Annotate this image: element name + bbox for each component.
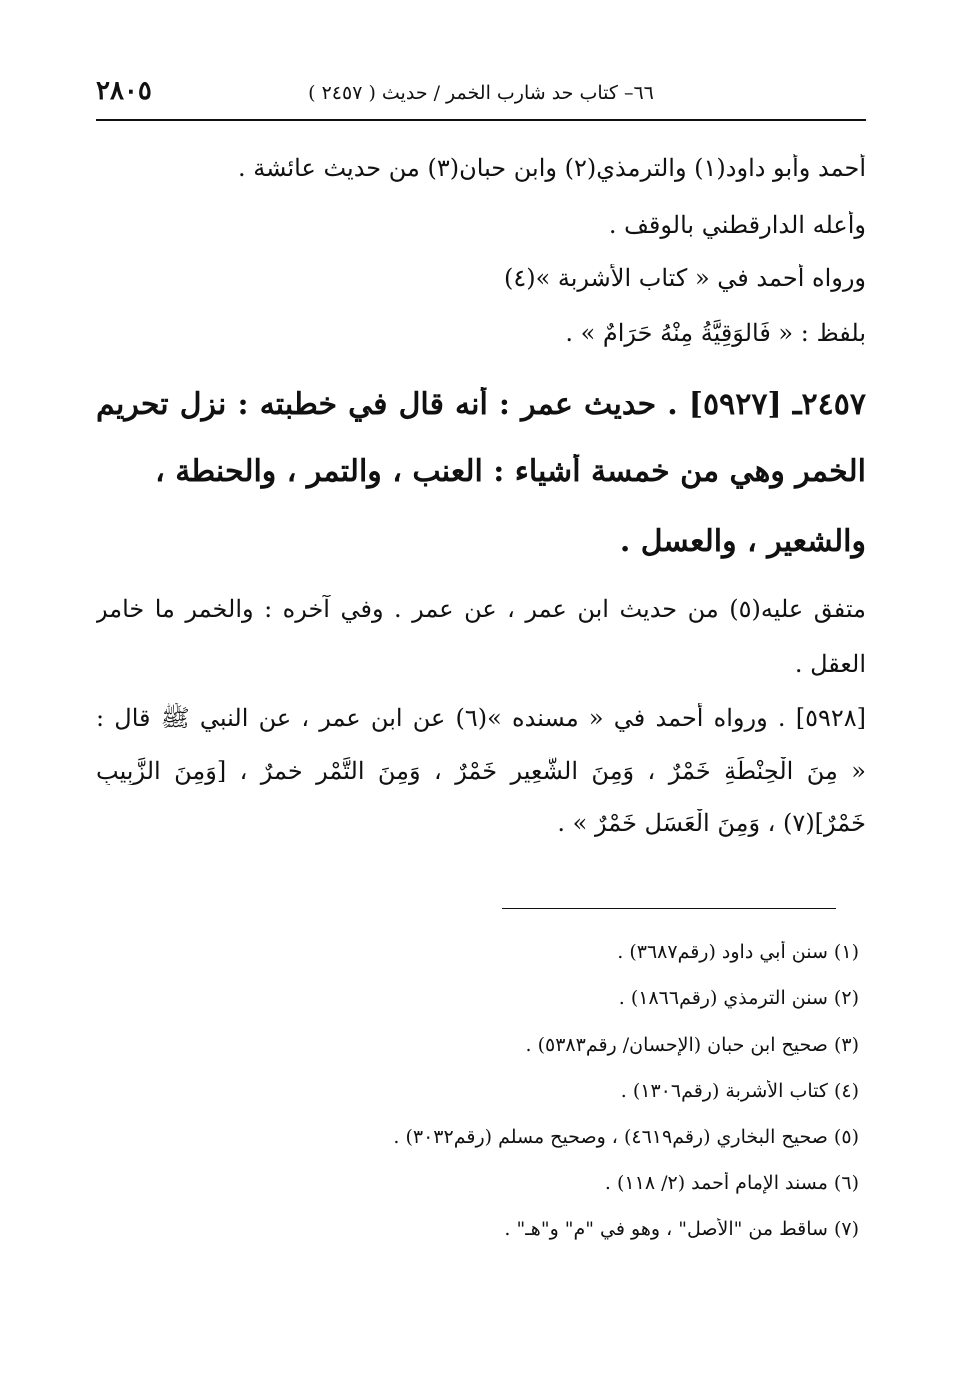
text-line-8: « مِنَ الْحِنْطَةِ خَمْرٌ ، وَمِنَ الشَّعِيرِ خَمْرٌ ، وَمِنَ التَّمْرِ خمرٌ ، [وَمِنَ الزَّبِيبِ — [96, 757, 866, 785]
footnote-5: (٥) صحيح البخاري (رقم٤٦١٩) ، وصحيح مسلم (رقم٣٠٣٢) . — [393, 1126, 859, 1148]
text-line-2: وأعله الدارقطني بالوقف . — [608, 211, 866, 239]
footnote-1: (١) سنن أبي داود (رقم٣٦٨٧) . — [617, 941, 859, 963]
running-title: ٦٦– كتاب حد شارب الخمر / حديث ( ٢٤٥٧ ) — [308, 82, 654, 104]
text-line-6: العقل . — [794, 650, 866, 678]
text-line-3: ورواه أحمد في « كتاب الأشربة »(٤) — [503, 264, 866, 292]
footnote-4: (٤) كتاب الأشربة (رقم١٣٠٦) . — [620, 1080, 859, 1102]
header-rule — [96, 119, 866, 121]
hadith-heading-line-2: الخمر وهي من خمسة أشياء : العنب ، والتمر ، والحنطة ، — [155, 454, 866, 489]
page-header — [96, 76, 866, 116]
footnote-3: (٣) صحيح ابن حبان (الإحسان/ رقم٥٣٨٣) . — [525, 1034, 859, 1056]
text-line-4: بلفظ : « فَالوَقِيَّةُ مِنْهُ حَرَامٌ » . — [565, 319, 866, 347]
hadith-heading-line-3: والشعير ، والعسل . — [619, 524, 866, 559]
text-line-9: خَمْرٌ](٧) ، وَمِنَ الْعَسَلِ خَمْرٌ » . — [557, 809, 866, 837]
text-line-1: أحمد وأبو داود(١) والترمذي(٢) وابن حبان(٣) من حديث عائشة . — [237, 154, 866, 182]
page-number: ٢٨٠٥ — [96, 76, 152, 106]
hadith-heading-line-1: ٢٤٥٧ـ [٥٩٢٧] . حديث عمر : أنه قال في خطبته : نزل تحريم — [96, 387, 866, 422]
footnote-6: (٦) مسند الإمام أحمد (٢/ ١١٨) . — [604, 1172, 859, 1194]
footnote-2: (٢) سنن الترمذي (رقم١٨٦٦) . — [618, 987, 859, 1009]
footnote-separator — [502, 908, 836, 909]
text-line-7: [٥٩٢٨] . ورواه أحمد في « مسنده »(٦) عن ابن عمر ، عن النبي ﷺ قال : — [96, 704, 866, 732]
footnote-7: (٧) ساقط من "الأصل" ، وهو في "م" و"هـ" . — [504, 1218, 859, 1240]
text-line-5: متفق عليه(٥) من حديث ابن عمر ، عن عمر . وفي آخره : والخمر ما خامر — [96, 595, 866, 623]
